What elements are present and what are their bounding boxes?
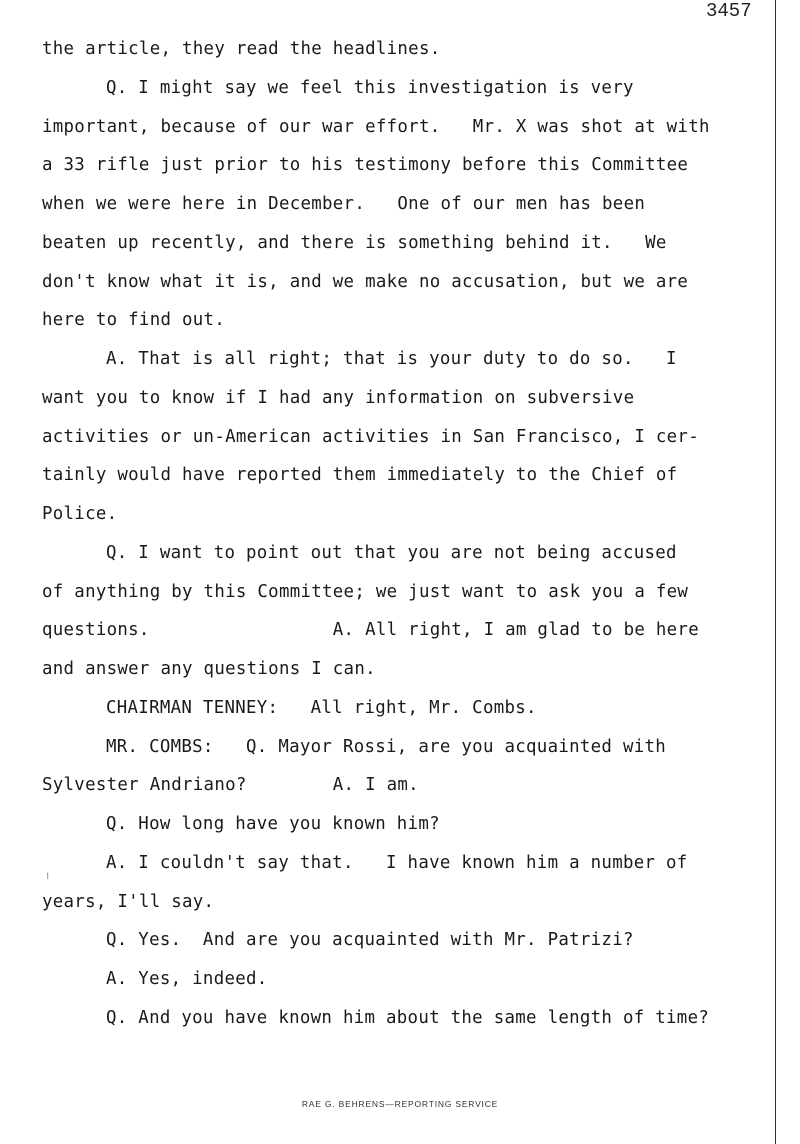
transcript-line: here to find out. <box>42 310 226 331</box>
transcript-line: don't know what it is, and we make no accusation, but we are <box>42 271 689 292</box>
transcript-line: the article, they read the headlines. <box>42 39 441 59</box>
transcript-line: tainly would have reported them immediately to the Chief of <box>42 465 678 486</box>
page-number: 3457 <box>706 0 752 22</box>
margin-mark: ı <box>46 868 50 882</box>
transcript-line: Sylvester Andriano? A. I am. <box>42 775 419 796</box>
transcript-line: important, because of our war effort. Mr. X was shot at with <box>42 116 710 137</box>
transcript-line: Q. I might say we feel this investigation is very <box>106 77 634 98</box>
transcript-line: Q. How long have you known him? <box>106 814 440 834</box>
margin-rule <box>775 0 776 1144</box>
transcript-line: MR. COMBS: Q. Mayor Rossi, are you acquainted with <box>106 736 667 757</box>
transcript-line: years, I'll say. <box>42 891 215 912</box>
transcript-line: of anything by this Committee; we just want to ask you a few <box>42 581 689 602</box>
transcript-line: when we were here in December. One of our men has been <box>42 194 646 214</box>
reporter-footer: RAE G. BEHRENS—REPORTING SERVICE <box>301 1099 499 1109</box>
transcript-line: CHAIRMAN TENNEY: All right, Mr. Combs. <box>106 697 537 718</box>
transcript-line: A. I couldn't say that. I have known him a number of <box>106 852 688 873</box>
transcript-line: and answer any questions I can. <box>42 659 376 679</box>
transcript-line: Q. Yes. And are you acquainted with Mr. Patrizi? <box>106 930 634 951</box>
transcript-line: A. That is all right; that is your duty to do so. I <box>106 349 677 369</box>
transcript-line: activities or un-American activities in San Francisco, I cer- <box>42 426 699 447</box>
transcript-line: want you to know if I had any information on subversive <box>42 387 635 408</box>
transcript-line: Q. And you have known him about the same length of time? <box>106 1007 710 1028</box>
transcript-line: Police. <box>42 504 118 524</box>
transcript-line: a 33 rifle just prior to his testimony before this Committee <box>42 155 689 176</box>
transcript-line: questions. A. All right, I am glad to be here <box>42 620 699 641</box>
transcript-line: Q. I want to point out that you are not being accused <box>106 542 677 563</box>
transcript-line: A. Yes, indeed. <box>106 969 268 989</box>
transcript-body <box>42 36 772 1044</box>
transcript-line: beaten up recently, and there is something behind it. We <box>42 232 667 253</box>
